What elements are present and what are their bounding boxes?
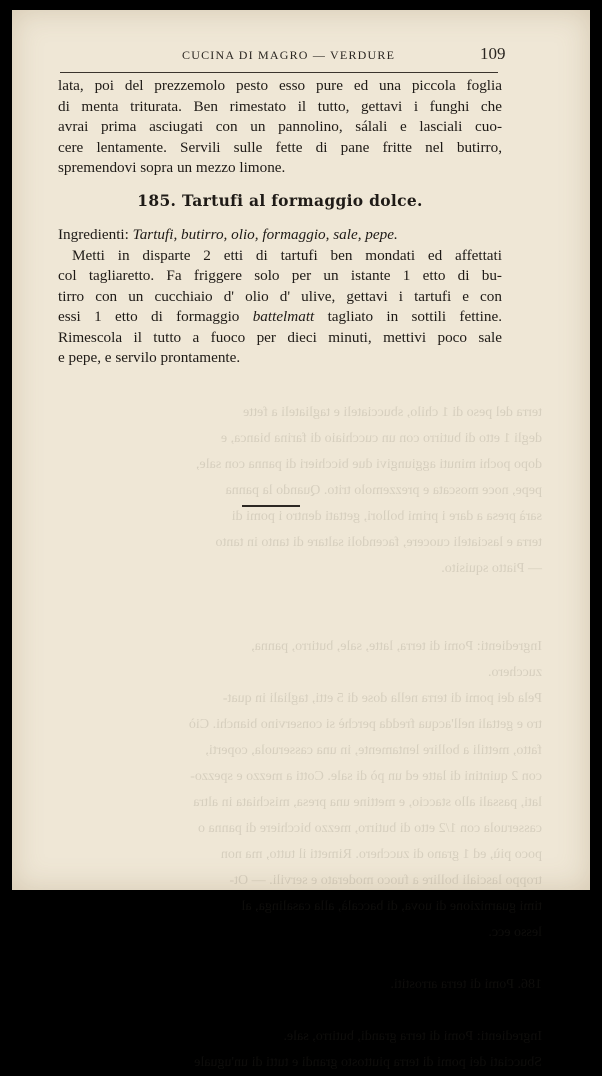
text-line: di menta triturata. Ben rimestato il tutto, gettavi i funghi che: [58, 97, 502, 115]
text-line: lata, poi del prezzemolo pesto esso pure ed una piccola foglia: [58, 77, 502, 94]
page-number: 109: [480, 44, 506, 63]
text-line: tirro con un cucchiaio d' olio d' ulive, gettavi i tartufi e con: [58, 287, 502, 305]
text-line: spremendovi sopra un mezzo limone.: [58, 159, 286, 176]
running-header: [12, 44, 590, 64]
ingredients-line: [58, 225, 502, 246]
recipe-body: [58, 225, 502, 369]
bleed-through-text: terra del peso di 1 chilo, sbucciateli e tagliateli a fette degli 1 etto di butirro con un cucchiaio di farina bianca, e dopo pochi minuti aggiungivi due bicchieri di panna con sale, pepe, noce moscata e prezzemolo trito. Quando la panna sarà presa a dare i primi bollori, gettati dentro i pomi di terra e lasciateli cuocere, facendoli saltare di tanto in tanto — Piatto squisito. Ingredienti: Pomi di terra, latte, sale, butirro, panna, zucchero. Pela dei pomi di terra nella dose di 5 etti, tagliali in quat- tro e gettali nell'acqua fredda perchè si conservino bianchi. Ciò fatto, mettili a bollire lentamente, in una casseruola, coperti, con 2 quintini di latte ed un pò di sale. Cotti a mezzo e spezzo- lati, passali allo staccio, e mettine una presa, mischiata in altra casseruola con 1/2 etto di butirro, mezzo bicchiere di panna o poco più, ed 1 grano di zucchero. Rimetti il tutto, ma non troppo lasciali bollire a fuoco moderato e servili. — Ot- timi guarnizione di uova, di baccalà, alla casalinga, al lesso ecc. 186. Pomi di terra arrostiti. Ingredienti: Pomi di terra grandi, butirro, sale. Sbucciati dei pomi di terra piuttosto grandi e tutti di un'uguale: [188, 405, 542, 1070]
ingredients-label: Ingredienti:: [58, 226, 129, 243]
text-line: cere lentamente. Servili sulle fette di pane fritte nel butirro,: [58, 138, 502, 156]
ingredients-list: Tartufi, butirro, olio, formaggio, sale, pepe.: [132, 226, 398, 243]
text-line-cheese: [58, 307, 502, 328]
book-page: [12, 10, 590, 1070]
cheese-name: battelmatt: [252, 308, 315, 325]
cheese-line-before: essi 1 etto di formaggio: [58, 308, 240, 325]
page-text: [58, 76, 502, 369]
continuation-paragraph: [58, 76, 502, 179]
recipe-title: 185. Tartufi al formaggio dolce.: [137, 190, 423, 210]
text-line: col tagliaretto. Fa friggere solo per un istante 1 etto di bu-: [58, 267, 502, 284]
section-end-rule: [242, 505, 300, 507]
running-title: CUCINA DI MAGRO — VERDURE: [182, 48, 396, 62]
text-line: avrai prima asciugati con un pannolino, sálali e lasciali cuo-: [58, 118, 502, 135]
text-line: e pepe, e servilo prontamente.: [58, 349, 241, 366]
header-rule: [60, 72, 498, 73]
text-line: Rimescola il tutto a fuoco per dieci minuti, mettivi poco sale: [58, 328, 502, 346]
cheese-line-after: tagliato in sottili fettine.: [327, 308, 502, 325]
text-line: Metti in disparte 2 etti di tartufi ben mondati ed affettati: [72, 246, 502, 264]
